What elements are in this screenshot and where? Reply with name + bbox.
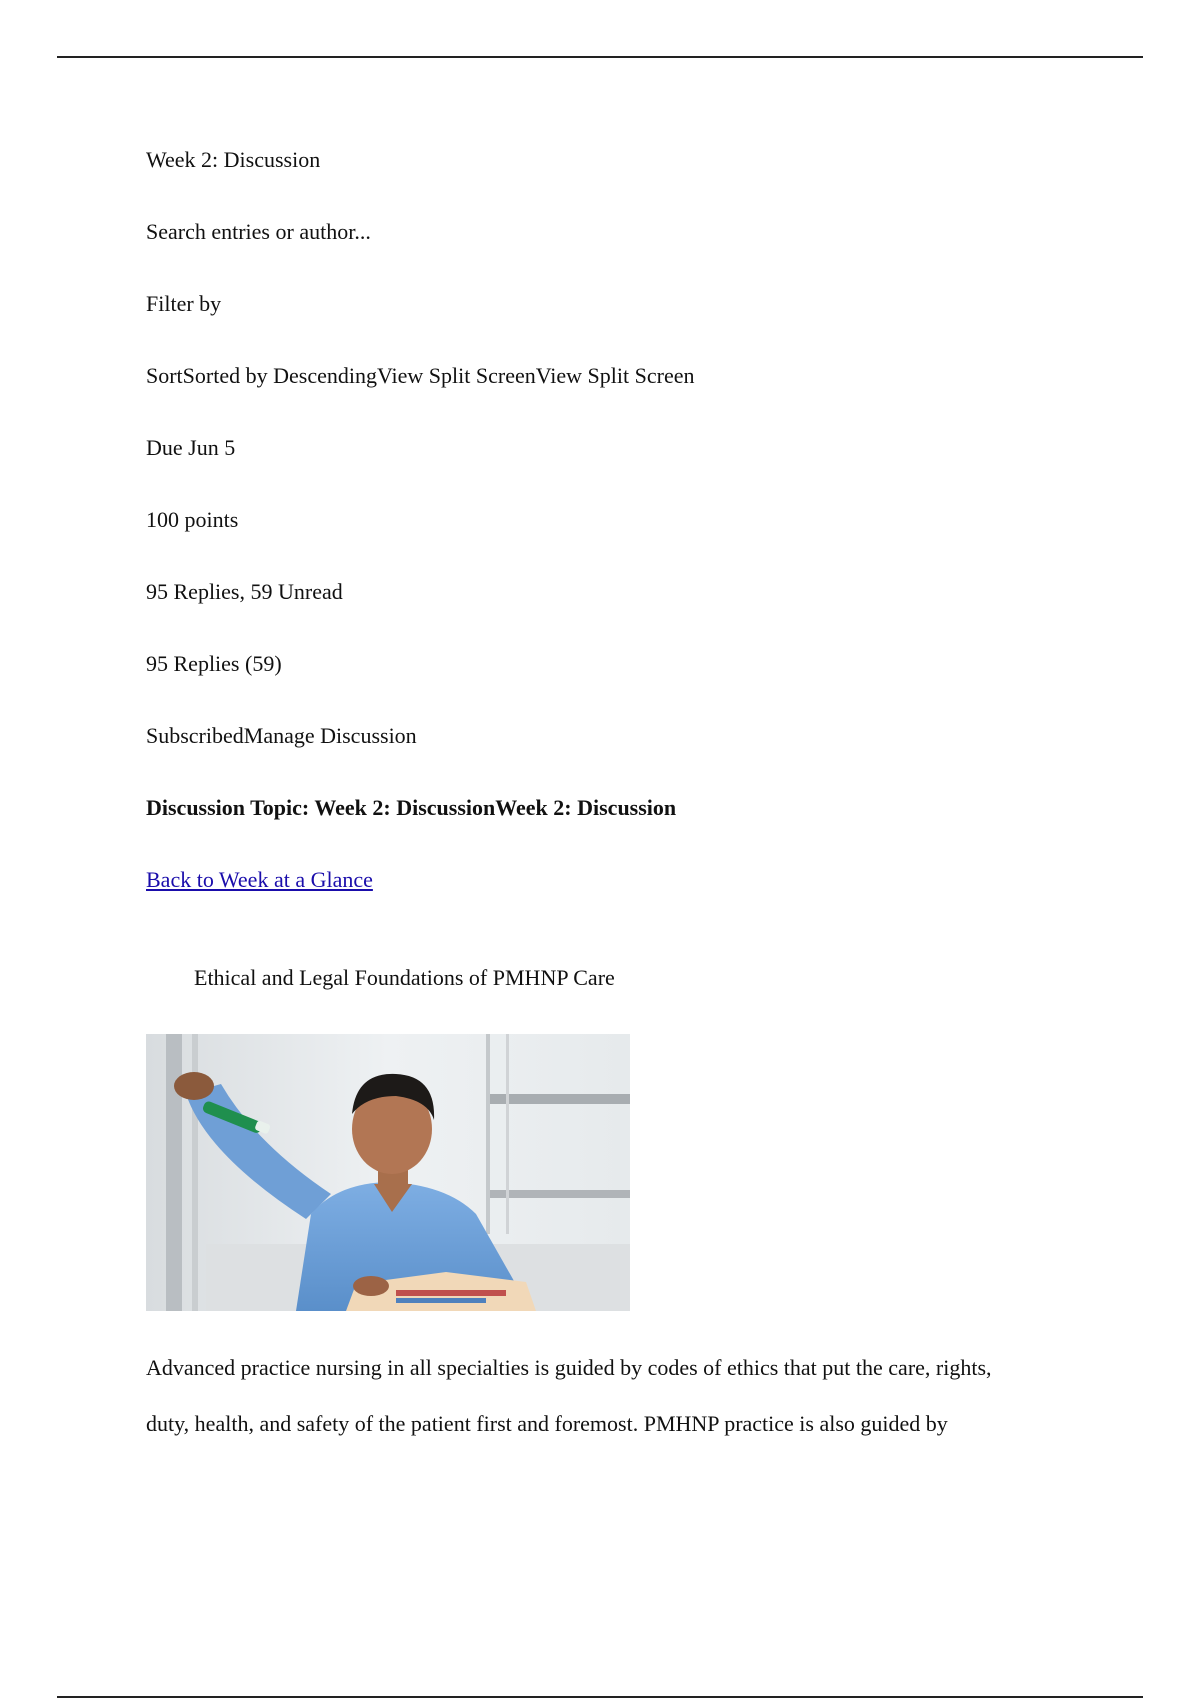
back-to-week-link[interactable]: Back to Week at a Glance	[146, 867, 373, 892]
sort-view-bar[interactable]: SortSorted by DescendingView Split ScreenView Split Screen	[146, 363, 695, 388]
section-heading: Ethical and Legal Foundations of PMHNP Care	[194, 965, 615, 990]
bottom-rule	[57, 1696, 1143, 1698]
replies-unread: 95 Replies, 59 Unread	[146, 579, 343, 604]
body-paragraph-line-2: duty, health, and safety of the patient first and foremost. PMHNP practice is also guided by	[146, 1411, 948, 1436]
top-rule	[57, 56, 1143, 58]
search-input[interactable]: Search entries or author...	[146, 219, 371, 244]
page-title: Week 2: Discussion	[146, 147, 321, 172]
filter-label[interactable]: Filter by	[146, 291, 222, 316]
subscription-controls[interactable]: SubscribedManage Discussion	[146, 723, 417, 748]
due-date: Due Jun 5	[146, 435, 236, 460]
discussion-topic-title: Discussion Topic: Week 2: DiscussionWeek 2: Discussion	[146, 795, 677, 820]
replies-count[interactable]: 95 Replies (59)	[146, 651, 282, 676]
points-value: 100 points	[146, 507, 239, 532]
nurse-photo	[146, 1034, 630, 1311]
body-paragraph-line-1: Advanced practice nursing in all specialties is guided by codes of ethics that put the care, rights,	[146, 1355, 992, 1380]
